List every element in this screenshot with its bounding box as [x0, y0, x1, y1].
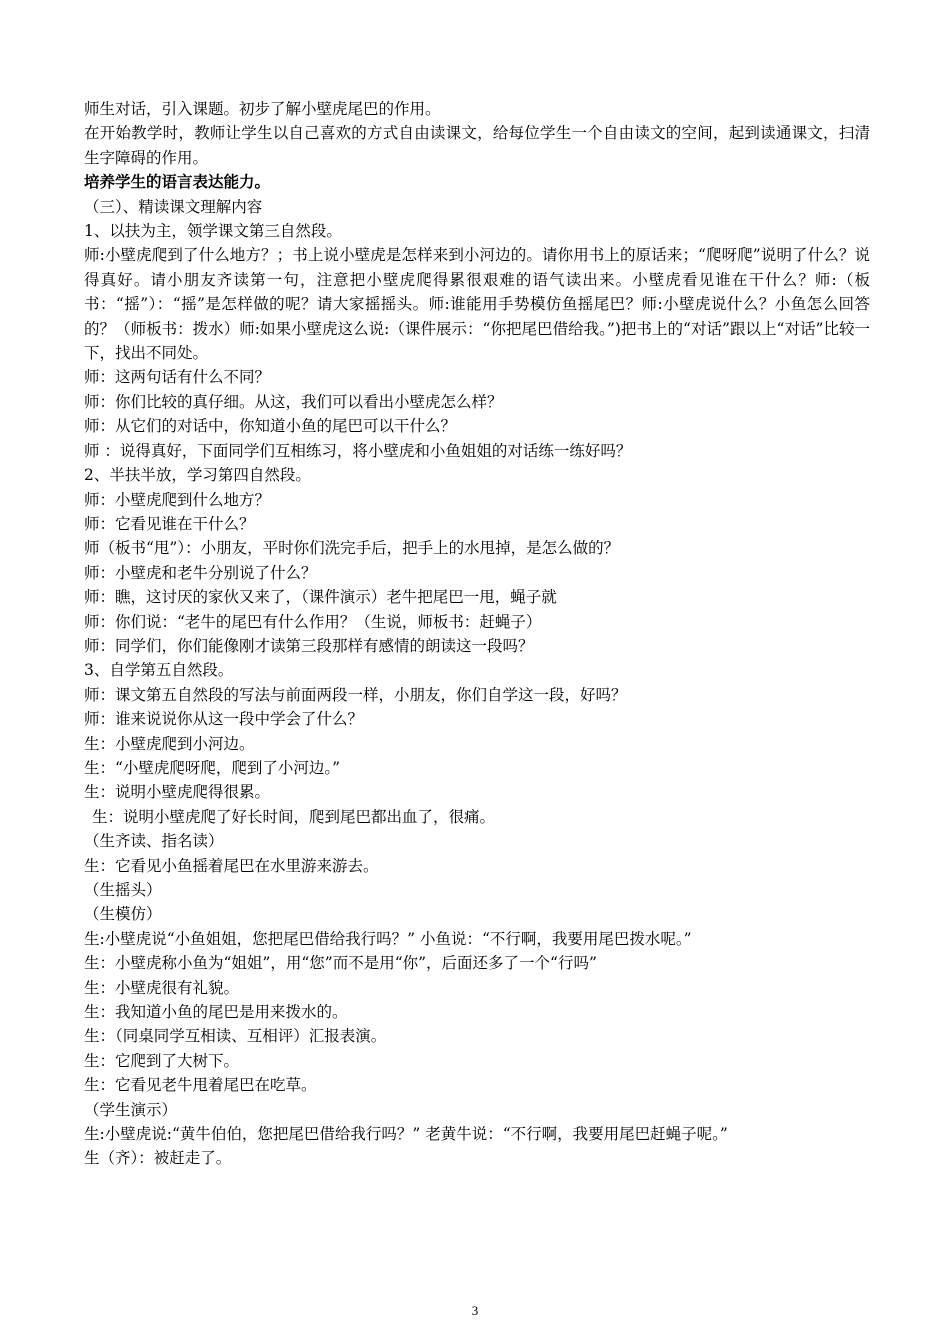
paragraph: 生:小壁虎说“小鱼姐姐，您把尾巴借给我行吗？” 小鱼说：“不行啊，我要用尾巴拨水呢。” [84, 929, 692, 948]
paragraph: 生：说明小壁虎爬了好长时间，爬到尾巴都出血了，很痛。 [92, 807, 496, 826]
subsection-heading: 1、以扶为主，领学课文第三自然段。 [84, 222, 342, 241]
paragraph: 生:小壁虎说:“黄牛伯伯，您把尾巴借给我行吗？” 老黄牛说：“不行啊，我要用尾巴赶蝇子呢。” [84, 1125, 728, 1144]
paragraph: （学生演示） [84, 1100, 178, 1119]
paragraph: 生：小壁虎称小鱼为“姐姐”，用“您”而不是用“你”，后面还多了一个“行吗” [84, 954, 597, 973]
paragraph: 生：它看见小鱼摇着尾巴在水里游来游去。 [84, 856, 379, 875]
paragraph: 师 ：说得真好，下面同学们互相练习，将小壁虎和小鱼姐姐的对话练一练好吗？ [84, 441, 632, 460]
paragraph: 师：你们说：“老牛的尾巴有什么作用？（生说，师板书：赶蝇子） [84, 612, 542, 631]
paragraph: 生（齐）：被赶走了。 [84, 1149, 232, 1168]
paragraph: 师：谁来说说你从这一段中学会了什么？ [84, 710, 364, 729]
paragraph: 在开始教学时，教师让学生以自己喜欢的方式自由读课文，给每位学生一个自由读文的空间，起到读通课文，扫清生字障碍的作用。 [84, 124, 870, 167]
paragraph: （生齐读、指名读） [84, 832, 224, 851]
section-heading: 培养学生的语言表达能力。 [84, 172, 271, 192]
paragraph: 师：你们比较的真仔细。从这，我们可以看出小壁虎怎么样？ [84, 392, 503, 411]
paragraph: 师：小壁虎爬到什么地方？ [84, 490, 271, 509]
paragraph: 师（板书“甩”）：小朋友，平时你们洗完手后，把手上的水甩掉，是怎么做的？ [84, 539, 620, 558]
section-heading: （三）、精读课文理解内容 [84, 197, 263, 216]
subsection-heading: 2、半扶半放，学习第四自然段。 [84, 466, 311, 485]
paragraph: 生：（同桌同学互相读、互相评）汇报表演。 [84, 1027, 387, 1046]
subsection-heading: 3、自学第五自然段。 [84, 661, 234, 680]
paragraph: 生：“小壁虎爬呀爬，爬到了小河边。” [84, 758, 341, 777]
paragraph: 师:小壁虎爬到了什么地方？；书上说小壁虎是怎样来到小河边的。请你用书上的原话来；“爬呀爬”说明了什么？说得真好。请小朋友齐读第一句，注意把小壁虎爬得累很艰难的语气读出来。小壁虎看见谁在干什么？师:（板书：“摇”）：“摇”是怎样做的呢？请大家摇摇头。师:谁能用手势模仿鱼摇尾巴？师:小壁虎说什么？小鱼怎么回答的？（师板书：拨水）师:如果小壁虎这么说:（课件展示：“你把尾巴借给我。”)把书上的“对话”跟以上“对话”比较一下，找出不同处。 [84, 246, 870, 363]
paragraph: 生：我知道小鱼的尾巴是用来拨水的。 [84, 1003, 348, 1022]
paragraph: 师生对话，引入课题。初步了解小壁虎尾巴的作用。 [84, 100, 441, 118]
paragraph: 生：它爬到了大树下。 [84, 1051, 240, 1070]
paragraph: 师：从它们的对话中，你知道小鱼的尾巴可以干什么？ [84, 417, 457, 436]
paragraph: 师：课文第五自然段的写法与前面两段一样，小朋友，你们自学这一段，好吗？ [84, 685, 627, 704]
paragraph: 生：说明小壁虎爬得很累。 [84, 783, 271, 802]
paragraph: （生模仿） [84, 905, 162, 924]
paragraph: （生摇头） [84, 881, 162, 899]
document-body [84, 97, 870, 1171]
paragraph: 生：小壁虎很有礼貌。 [84, 978, 240, 997]
paragraph: 生：它看见老牛甩着尾巴在吃草。 [84, 1076, 317, 1095]
paragraph: 师：这两句话有什么不同？ [84, 368, 271, 387]
paragraph: 师：瞧，这讨厌的家伙又来了，（课件演示）老牛把尾巴一甩，蝇子就 [84, 588, 557, 607]
paragraph: 生：小壁虎爬到小河边。 [84, 734, 255, 753]
paragraph: 师：同学们，你们能像刚才读第三段那样有感情的朗读这一段吗？ [84, 636, 534, 655]
page-number: 3 [471, 1303, 479, 1318]
paragraph: 师：它看见谁在干什么？ [84, 514, 255, 533]
paragraph: 师：小壁虎和老牛分别说了什么？ [84, 563, 317, 582]
